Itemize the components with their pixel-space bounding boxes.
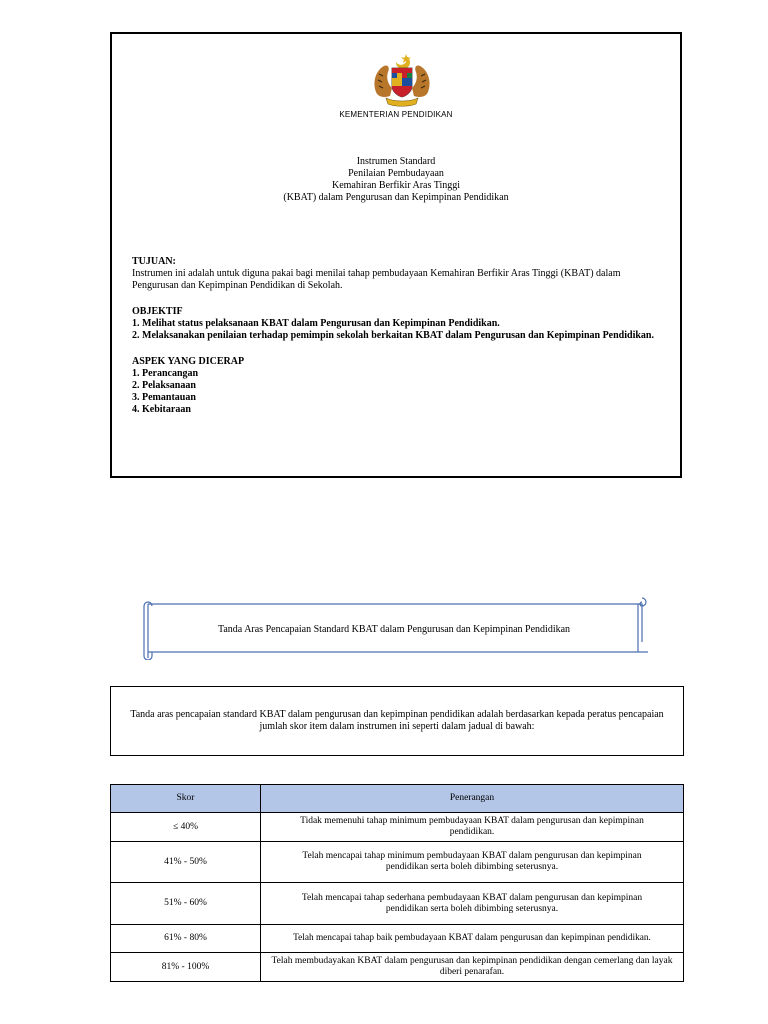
- ministry-name: KEMENTERIAN PENDIDIKAN: [339, 110, 453, 119]
- cover-page: [110, 32, 682, 478]
- skor-cell: ≤ 40%: [111, 813, 261, 842]
- penerangan-cell: Telah mencapai tahap baik pembudayaan KBAT dalam pengurusan dan kepimpinan pendidikan.: [261, 925, 684, 953]
- objektif-heading: OBJEKTIF: [132, 306, 183, 317]
- table-row: [111, 813, 684, 842]
- table-row: [111, 925, 684, 953]
- skor-cell: 61% - 80%: [111, 925, 261, 953]
- header-penerangan: Penerangan: [261, 785, 684, 813]
- table-row: [111, 842, 684, 883]
- aspek-heading: ASPEK YANG DICERAP: [132, 356, 245, 367]
- title-line: Instrumen Standard: [356, 156, 436, 167]
- tujuan-text: Instrumen ini adalah untuk diguna pakai bagi menilai tahap pembudayaan Kemahiran Berfikir Aras Tinggi (KBAT) dalam Pengurusan dan Kepimpinan Pendidikan di Sekolah.: [132, 268, 621, 291]
- aspek-item: 4. Kebitaraan: [132, 404, 191, 415]
- score-table: [110, 784, 684, 982]
- objektif-item: 2. Melaksanakan penilaian terhadap pemimpin sekolah berkaitan KBAT dalam Pengurusan dan Kepimpinan Pendidikan.: [132, 330, 654, 341]
- tujuan-heading: TUJUAN:: [132, 256, 176, 267]
- title-line: (KBAT) dalam Pengurusan dan Kepimpinan Pendidikan: [283, 192, 509, 203]
- penerangan-cell: Tidak memenuhi tahap minimum pembudayaan KBAT dalam pengurusan dan kepimpinan pendidikan.: [261, 813, 684, 842]
- document-title: [112, 156, 680, 204]
- title-line: Kemahiran Berfikir Aras Tinggi: [331, 180, 461, 191]
- penerangan-cell: Telah membudayakan KBAT dalam pengurusan dan kepimpinan pendidikan dengan cemerlang dan layak diberi penarafan.: [261, 953, 684, 982]
- table-header-row: [111, 785, 684, 813]
- penerangan-cell: Telah mencapai tahap minimum pembudayaan KBAT dalam pengurusan dan kepimpinan pendidikan serta boleh dibimbing seterusnya.: [261, 842, 684, 883]
- skor-cell: 81% - 100%: [111, 953, 261, 982]
- penerangan-cell: Telah mencapai tahap sederhana pembudayaan KBAT dalam pengurusan dan kepimpinan pendidikan serta boleh dibimbing seterusnya.: [261, 883, 684, 925]
- malaysia-coat-of-arms-icon: [370, 52, 434, 110]
- objektif-item: 1. Melihat status pelaksanaan KBAT dalam Pengurusan dan Kepimpinan Pendidikan.: [132, 318, 500, 329]
- table-row: [111, 883, 684, 925]
- skor-cell: 41% - 50%: [111, 842, 261, 883]
- header-skor: Skor: [111, 785, 261, 813]
- cover-content: [132, 256, 666, 416]
- description-text: Tanda aras pencapaian standard KBAT dalam pengurusan dan kepimpinan pendidikan adalah berdasarkan kepada peratus pencapaian jumlah skor item dalam instrumen ini seperti dalam jadual di bawah:: [130, 709, 664, 732]
- description-box: [110, 686, 684, 756]
- table-row: [111, 953, 684, 982]
- aspek-item: 1. Perancangan: [132, 368, 199, 379]
- skor-cell: 51% - 60%: [111, 883, 261, 925]
- banner-title: Tanda Aras Pencapaian Standard KBAT dalam Pengurusan dan Kepimpinan Pendidikan: [217, 624, 571, 635]
- title-line: Penilaian Pembudayaan: [348, 168, 444, 179]
- aspek-item: 2. Pelaksanaan: [132, 380, 196, 391]
- aspek-item: 3. Pemantauan: [132, 392, 196, 403]
